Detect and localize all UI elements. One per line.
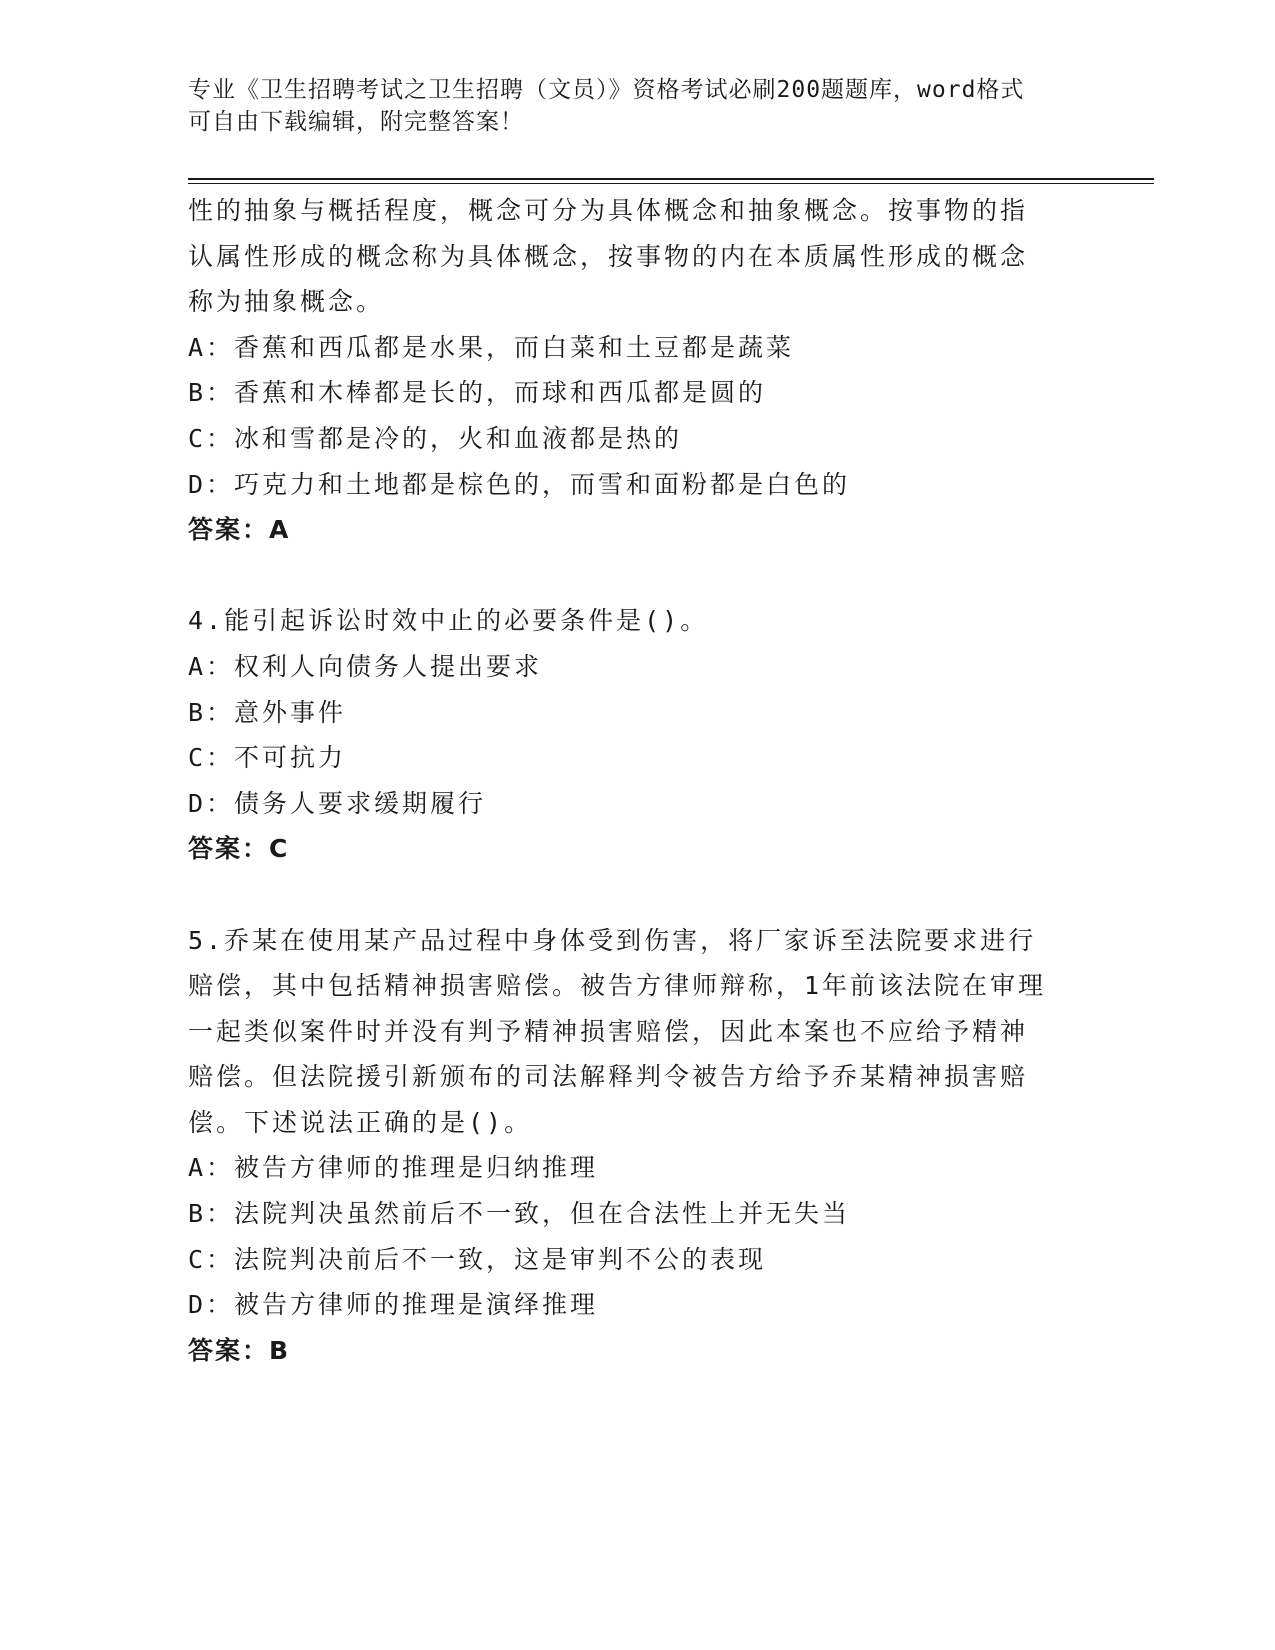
option-c: C：冰和雪都是冷的，火和血液都是热的 xyxy=(188,423,683,453)
question-text-line: 4.能引起诉讼时效中止的必要条件是()。 xyxy=(188,606,709,636)
option-b: B：香蕉和木棒都是长的，而球和西瓜都是圆的 xyxy=(188,378,767,408)
question-text-line: 5.乔某在使用某产品过程中身体受到伤害，将厂家诉至法院要求进行 xyxy=(188,925,1037,955)
question-text-line: 一起类似案件时并没有判予精神损害赔偿，因此本案也不应给予精神 xyxy=(188,1016,1029,1046)
header-divider-thin xyxy=(188,183,1154,184)
option-d: D：被告方律师的推理是演绎推理 xyxy=(188,1290,599,1320)
answer-label: 答案：B xyxy=(188,1335,291,1365)
question-text-line: 性的抽象与概括程度，概念可分为具体概念和抽象概念。按事物的指 xyxy=(188,196,1029,225)
question-3-continued xyxy=(188,188,1088,553)
header-line-1: 专业《卫生招聘考试之卫生招聘（文员）》资格考试必刷200题题库，word格式 xyxy=(188,77,1025,103)
option-c: C：法院判决前后不一致，这是审判不公的表现 xyxy=(188,1244,767,1274)
option-b: B：法院判决虽然前后不一致，但在合法性上并无失当 xyxy=(188,1199,851,1229)
document-header xyxy=(188,74,1088,138)
question-4 xyxy=(188,598,1088,872)
answer-label: 答案：C xyxy=(188,834,290,864)
header-divider-thick xyxy=(188,178,1154,180)
question-text-line: 赔偿，其中包括精神损害赔偿。被告方律师辩称，1年前该法院在审理 xyxy=(188,971,1047,1001)
answer-label: 答案：A xyxy=(188,515,291,545)
question-text-line: 认属性形成的概念称为具体概念，按事物的内在本质属性形成的概念 xyxy=(188,241,1029,271)
question-list xyxy=(188,188,1088,1373)
option-d: D：债务人要求缓期履行 xyxy=(188,788,487,818)
spacer xyxy=(188,553,1088,599)
option-c: C：不可抗力 xyxy=(188,743,347,773)
option-a: A：香蕉和西瓜都是水果，而白菜和土豆都是蔬菜 xyxy=(188,332,795,362)
spacer xyxy=(188,872,1088,918)
option-a: A：被告方律师的推理是归纳推理 xyxy=(188,1153,599,1183)
question-5 xyxy=(188,918,1088,1374)
header-line-2: 可自由下载编辑，附完整答案！ xyxy=(188,109,524,135)
question-text-line: 偿。下述说法正确的是()。 xyxy=(188,1107,533,1137)
option-b: B：意外事件 xyxy=(188,697,347,727)
question-text-line: 称为抽象概念。 xyxy=(188,287,385,317)
option-a: A：权利人向债务人提出要求 xyxy=(188,651,543,681)
option-d: D：巧克力和土地都是棕色的，而雪和面粉都是白色的 xyxy=(188,469,851,499)
question-text-line: 赔偿。但法院援引新颁布的司法解释判令被告方给予乔某精神损害赔 xyxy=(188,1062,1029,1092)
